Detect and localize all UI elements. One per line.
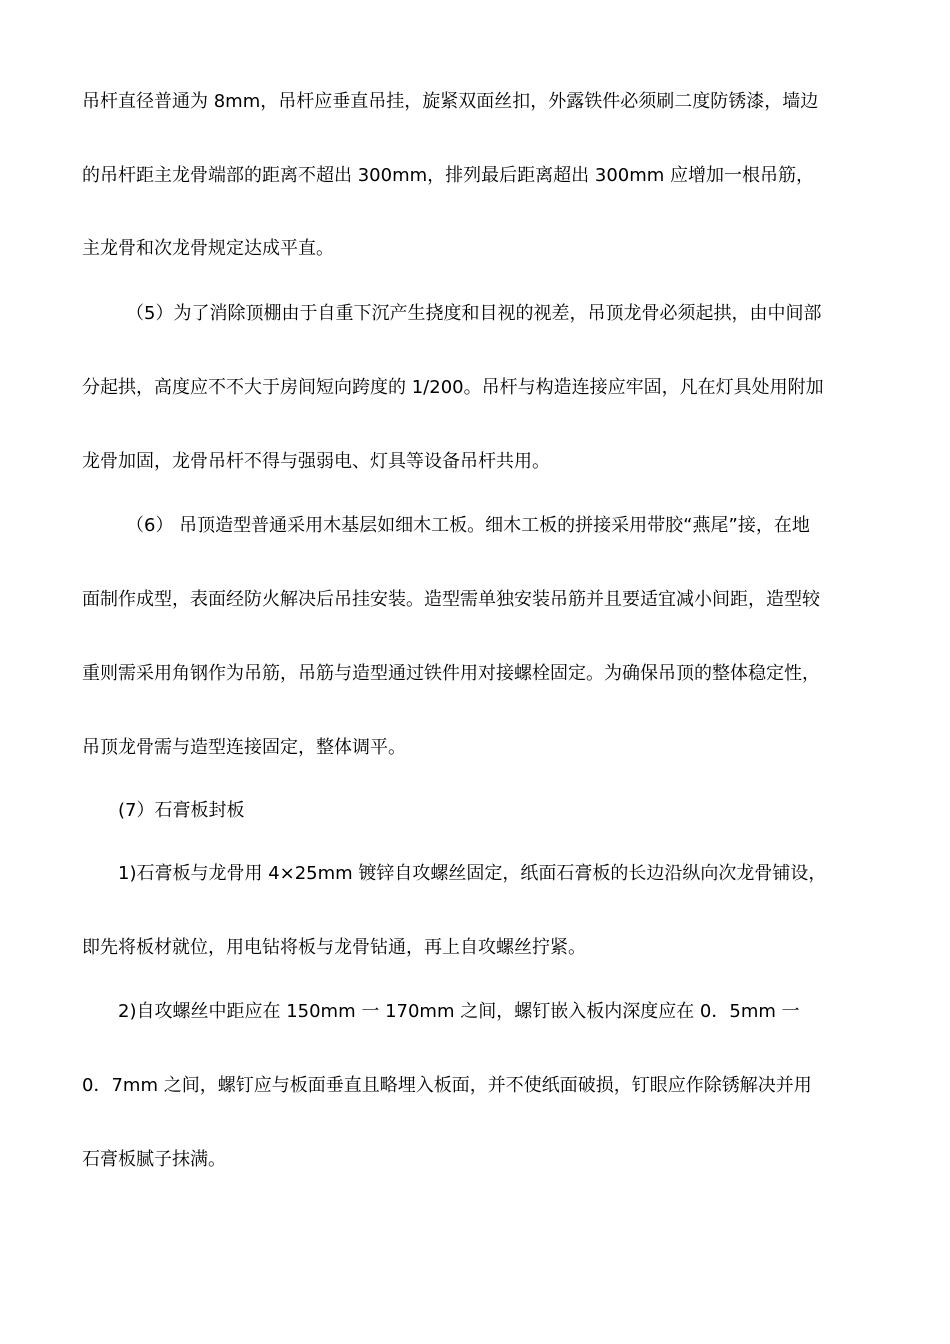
text-line-5: 分起拱，高度应不不大于房间短向跨度的 1/200。吊杆与构造连接应牢固，凡在灯具处用附加 bbox=[82, 377, 824, 398]
text-line-6: 龙骨加固，龙骨吊杆不得与强弱电、灯具等设备吊杆共用。 bbox=[82, 451, 550, 472]
text-line-16: 石膏板腻子抹满。 bbox=[82, 1149, 226, 1170]
text-line-1: 吊杆直径普通为 8mm，吊杆应垂直吊挂，旋紧双面丝扣，外露铁件必须刷二度防锈漆，墙边 bbox=[82, 91, 819, 112]
text-line-3: 主龙骨和次龙骨规定达成平直。 bbox=[82, 238, 334, 259]
text-line-14: 2)自攻螺丝中距应在 150mm 一 170mm 之间，螺钉嵌入板内深度应在 0．5mm 一 bbox=[118, 1001, 800, 1022]
section-heading: (7）石膏板封板 bbox=[118, 800, 245, 821]
text-line-12: 1)石膏板与龙骨用 4×25mm 镀锌自攻螺丝固定，纸面石膏板的长边沿纵向次龙骨铺设， bbox=[118, 863, 827, 884]
text-line-2: 的吊杆距主龙骨端部的距离不超出 300mm，排列最后距离超出 300mm 应增加一根吊筋， bbox=[82, 165, 815, 186]
text-line-7: （6） 吊顶造型普通采用木基层如细木工板。细木工板的拼接采用带胶“燕尾”接，在地 bbox=[126, 515, 810, 536]
text-line-15: 0．7mm 之间，螺钉应与板面垂直且略埋入板面，并不使纸面破损，钉眼应作除锈解决并用 bbox=[82, 1075, 812, 1096]
text-line-13: 即先将板材就位，用电钻将板与龙骨钻通，再上自攻螺丝拧紧。 bbox=[82, 937, 586, 958]
text-line-4: （5）为了消除顶棚由于自重下沉产生挠度和目视的视差，吊顶龙骨必须起拱，由中间部 bbox=[126, 303, 822, 324]
text-line-10: 吊顶龙骨需与造型连接固定，整体调平。 bbox=[82, 737, 406, 758]
text-line-9: 重则需采用角钢作为吊筋，吊筋与造型通过铁件用对接螺栓固定。为确保吊顶的整体稳定性， bbox=[82, 663, 820, 684]
text-line-8: 面制作成型，表面经防火解决后吊挂安装。造型需单独安装吊筋并且要适宜减小间距，造型较 bbox=[82, 589, 820, 610]
